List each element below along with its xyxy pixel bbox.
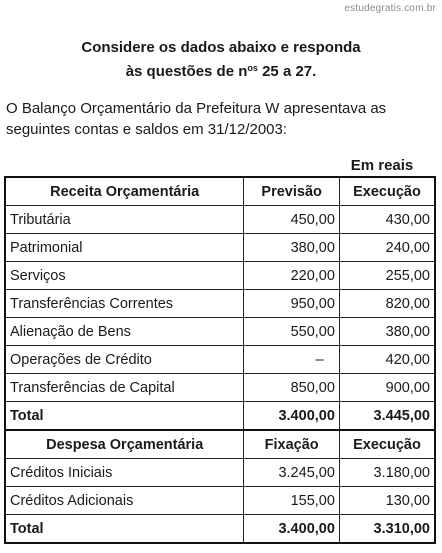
- row-label: Transferências Correntes: [5, 290, 244, 318]
- intro-paragraph: O Balanço Orçamentário da Prefeitura W apresentava as seguintes contas e saldos em 31/12/2003:: [6, 100, 387, 138]
- row-label: Tributária: [5, 206, 244, 234]
- heading-line-2: [0, 58, 442, 82]
- receita-header-previsao: Previsão: [244, 177, 340, 206]
- row-previsao: 850,00: [244, 374, 340, 402]
- total-execucao: 3.445,00: [339, 402, 435, 431]
- receita-header-row: [5, 177, 435, 206]
- row-previsao: 950,00: [244, 290, 340, 318]
- table-row: [5, 374, 435, 402]
- row-label: Transferências de Capital: [5, 374, 244, 402]
- total-fixacao: 3.400,00: [244, 515, 340, 544]
- table-row: [5, 262, 435, 290]
- despesa-header-execucao: Execução: [339, 430, 435, 459]
- row-fixacao: 3.245,00: [244, 459, 340, 487]
- row-execucao: 420,00: [339, 346, 435, 374]
- watermark: estudegratis.com.br: [344, 3, 436, 14]
- row-execucao: 130,00: [339, 487, 435, 515]
- row-label: Patrimonial: [5, 234, 244, 262]
- row-previsao: –: [244, 346, 340, 374]
- row-execucao: 240,00: [339, 234, 435, 262]
- row-previsao: 450,00: [244, 206, 340, 234]
- table-row: [5, 487, 435, 515]
- total-execucao: 3.310,00: [339, 515, 435, 544]
- row-label: Alienação de Bens: [5, 318, 244, 346]
- row-execucao: 255,00: [339, 262, 435, 290]
- row-previsao: 380,00: [244, 234, 340, 262]
- unit-label: Em reais: [350, 157, 414, 174]
- row-execucao: 380,00: [339, 318, 435, 346]
- row-previsao: 550,00: [244, 318, 340, 346]
- despesa-total-row: [5, 515, 435, 544]
- heading-line-2-suffix: 25 a 27.: [257, 63, 317, 80]
- total-previsao: 3.400,00: [244, 402, 340, 431]
- table-row: [5, 234, 435, 262]
- row-execucao: 3.180,00: [339, 459, 435, 487]
- table-row: [5, 206, 435, 234]
- despesa-header-row: [5, 430, 435, 459]
- row-execucao: 900,00: [339, 374, 435, 402]
- receita-total-row: [5, 402, 435, 431]
- heading-line-2-prefix: às questões de n: [125, 63, 248, 80]
- heading-line-2-sup: os: [247, 63, 258, 73]
- table-row: [5, 290, 435, 318]
- despesa-header-fixacao: Fixação: [244, 430, 340, 459]
- row-label: Serviços: [5, 262, 244, 290]
- table-row: [5, 459, 435, 487]
- row-fixacao: 155,00: [244, 487, 340, 515]
- row-label: Operações de Crédito: [5, 346, 244, 374]
- despesa-header-label: Despesa Orçamentária: [5, 430, 244, 459]
- row-label: Créditos Iniciais: [5, 459, 244, 487]
- total-label: Total: [5, 515, 244, 544]
- budget-table: [4, 176, 436, 544]
- question-heading: [0, 38, 442, 82]
- receita-header-label: Receita Orçamentária: [5, 177, 244, 206]
- row-previsao: 220,00: [244, 262, 340, 290]
- total-label: Total: [5, 402, 244, 431]
- table-row: [5, 346, 435, 374]
- receita-header-execucao: Execução: [339, 177, 435, 206]
- row-execucao: 820,00: [339, 290, 435, 318]
- row-execucao: 430,00: [339, 206, 435, 234]
- heading-line-1: Considere os dados abaixo e responda: [81, 39, 361, 56]
- row-label: Créditos Adicionais: [5, 487, 244, 515]
- table-row: [5, 318, 435, 346]
